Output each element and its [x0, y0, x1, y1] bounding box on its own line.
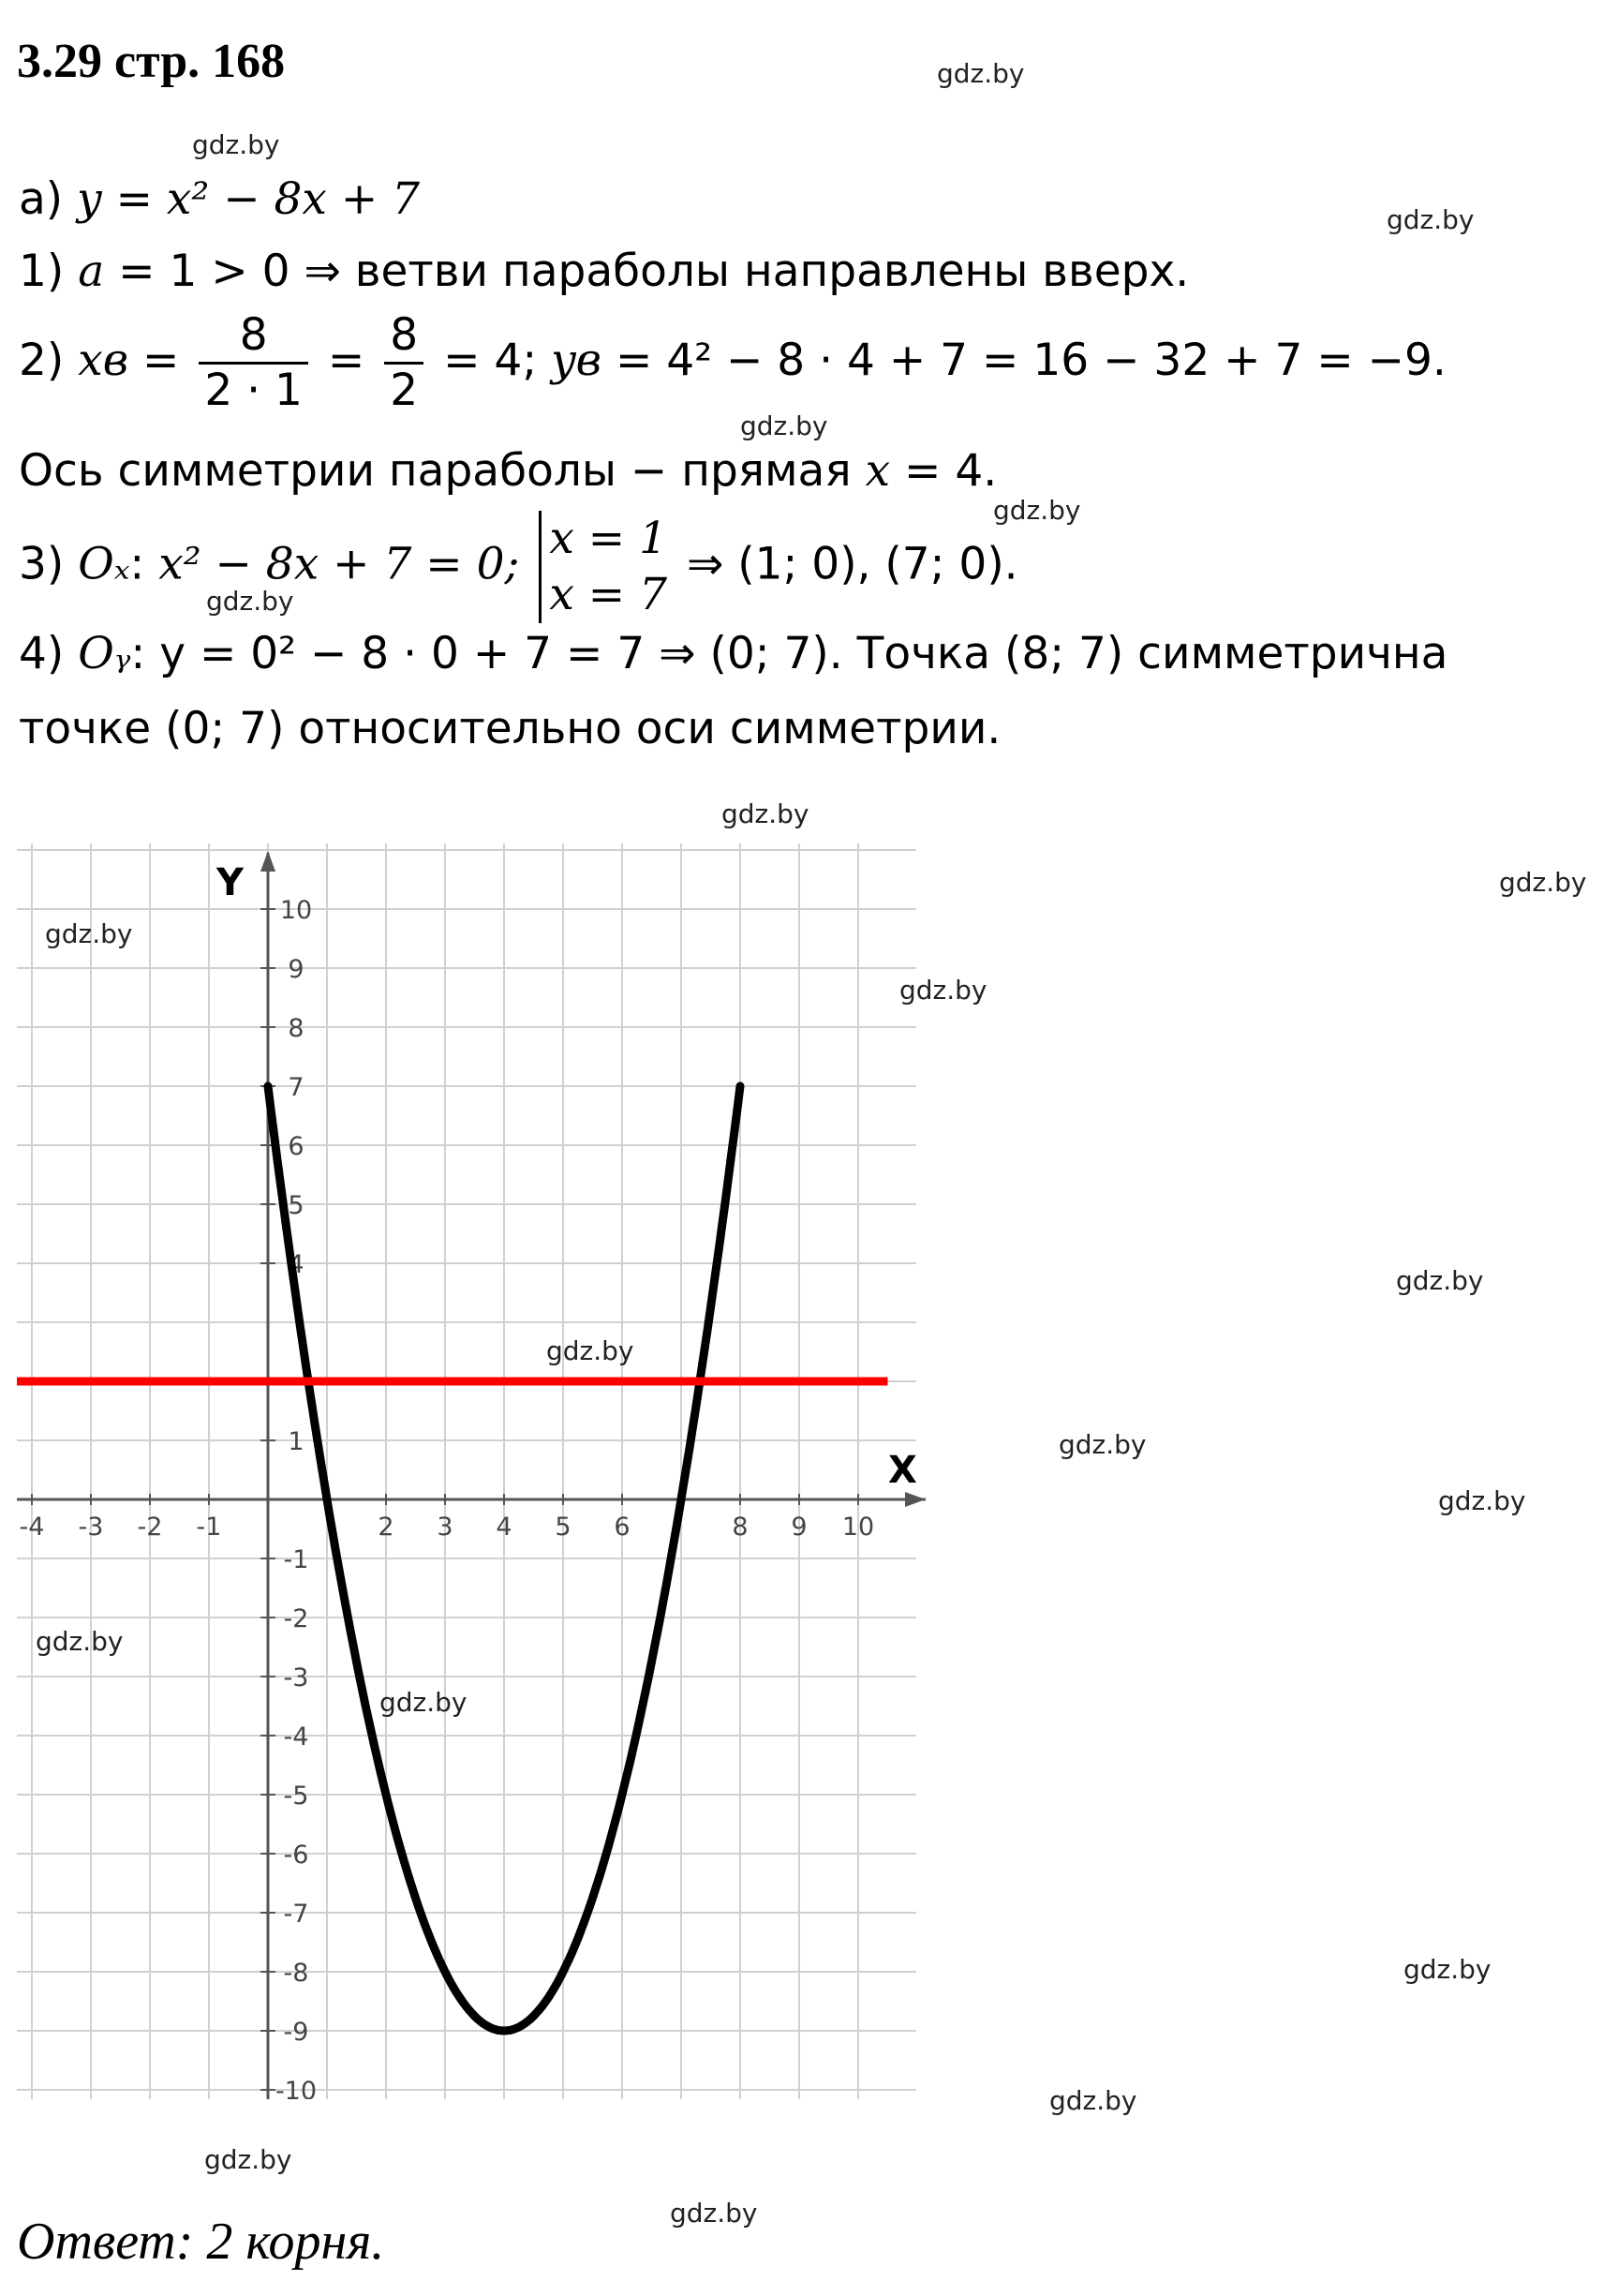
watermark: gdz.by: [36, 1626, 124, 1657]
x-tick-label: 10: [841, 1513, 875, 1542]
y-tick-label: -1: [283, 1545, 309, 1574]
watermark: gdz.by: [45, 918, 133, 949]
y-tick-label: 5: [288, 1191, 304, 1220]
watermark: gdz.by: [192, 129, 280, 160]
x-tick-label: 3: [437, 1513, 453, 1542]
y-tick-label: 6: [288, 1132, 304, 1161]
y-tick-label: 1: [288, 1427, 304, 1456]
watermark: gdz.by: [740, 410, 828, 441]
answer-text: Ответ: 2 корня.: [17, 2213, 385, 2271]
x-tick-label: -4: [19, 1513, 45, 1542]
y-tick-label: 7: [288, 1073, 304, 1102]
x-tick-label: 9: [791, 1513, 808, 1542]
watermark: gdz.by: [670, 2198, 758, 2229]
y-tick-label: -5: [283, 1782, 309, 1811]
watermark: gdz.by: [937, 58, 1025, 89]
watermark: gdz.by: [1396, 1265, 1484, 1296]
step-4-line: 4) Oᵧ: y = 0² − 8 · 0 + 7 = 7 ⇒ (0; 7). Точка (8; 7) симметрична: [19, 628, 1448, 679]
x-axis-arrow: [905, 1492, 926, 1507]
y-tick-label: -8: [283, 1959, 309, 1988]
x-tick-label: 5: [555, 1513, 571, 1542]
x-axis-label: X: [888, 1449, 917, 1492]
y-tick-label: -10: [275, 2077, 318, 2099]
watermark: gdz.by: [721, 798, 809, 829]
y-tick-label: 9: [288, 955, 304, 984]
watermark: gdz.by: [993, 495, 1081, 526]
y-tick-label: 4: [288, 1250, 304, 1279]
watermark: gdz.by: [1387, 204, 1475, 235]
x-tick-label: -1: [196, 1513, 222, 1542]
y-tick-label: -4: [283, 1722, 309, 1752]
parabola-chart: [17, 843, 935, 2099]
watermark: gdz.by: [204, 2144, 292, 2175]
x-tick-label: -2: [137, 1513, 163, 1542]
x-tick-label: 8: [732, 1513, 749, 1542]
y-axis-arrow: [260, 851, 275, 872]
y-axis-label: Y: [216, 861, 244, 904]
watermark: gdz.by: [1403, 1954, 1492, 1985]
equation-system: x = 1 x = 7: [539, 511, 667, 623]
y-tick-label: 8: [288, 1014, 304, 1043]
watermark: gdz.by: [1059, 1429, 1147, 1460]
watermark: gdz.by: [899, 975, 987, 1006]
watermark: gdz.by: [546, 1335, 634, 1366]
y-tick-label: -9: [283, 2018, 309, 2047]
watermark: gdz.by: [1499, 867, 1587, 898]
x-tick-label: 4: [496, 1513, 512, 1542]
y-tick-label: 10: [279, 896, 313, 925]
watermark: gdz.by: [206, 586, 294, 617]
step-2-line: 2) xв = $\frac{8}{2 \cdot 1}$ = $\frac{8}{2}$ = 4; yв = 4² − 8 · 4 + 7 = 16 − 32 + 7 = −9.: [19, 309, 1447, 416]
y-tick-label: -7: [283, 1900, 309, 1929]
y-tick-label: -3: [283, 1663, 309, 1692]
y-tick-label: -6: [283, 1841, 309, 1870]
fraction-1: $\frac{8}{2 \cdot 1}$: [199, 309, 308, 417]
fraction-2: $\frac{8}{2}$: [384, 309, 423, 417]
watermark: gdz.by: [379, 1687, 468, 1718]
watermark: gdz.by: [1049, 2085, 1137, 2116]
step-1-line: 1) a = 1 > 0 ⇒ ветви параболы направлены вверх.: [19, 246, 1190, 297]
y-tick-label: -2: [283, 1604, 309, 1633]
function-line: а) y = x² − 8x + 7: [19, 173, 421, 225]
x-tick-label: 2: [378, 1513, 394, 1542]
task-title: 3.29 стр. 168: [17, 35, 286, 88]
x-tick-label: 6: [614, 1513, 631, 1542]
x-tick-label: -3: [78, 1513, 104, 1542]
step-3-line: 3) Oₓ: x² − 8x + 7 = 0; x = 1 x = 7 ⇒ (1; 0), (7; 0).: [19, 511, 1018, 623]
watermark: gdz.by: [1438, 1485, 1526, 1516]
step-4-continuation: точке (0; 7) относительно оси симметрии.: [19, 703, 1002, 754]
symmetry-axis-line: Ось симметрии параболы − прямая x = 4.: [19, 445, 998, 497]
